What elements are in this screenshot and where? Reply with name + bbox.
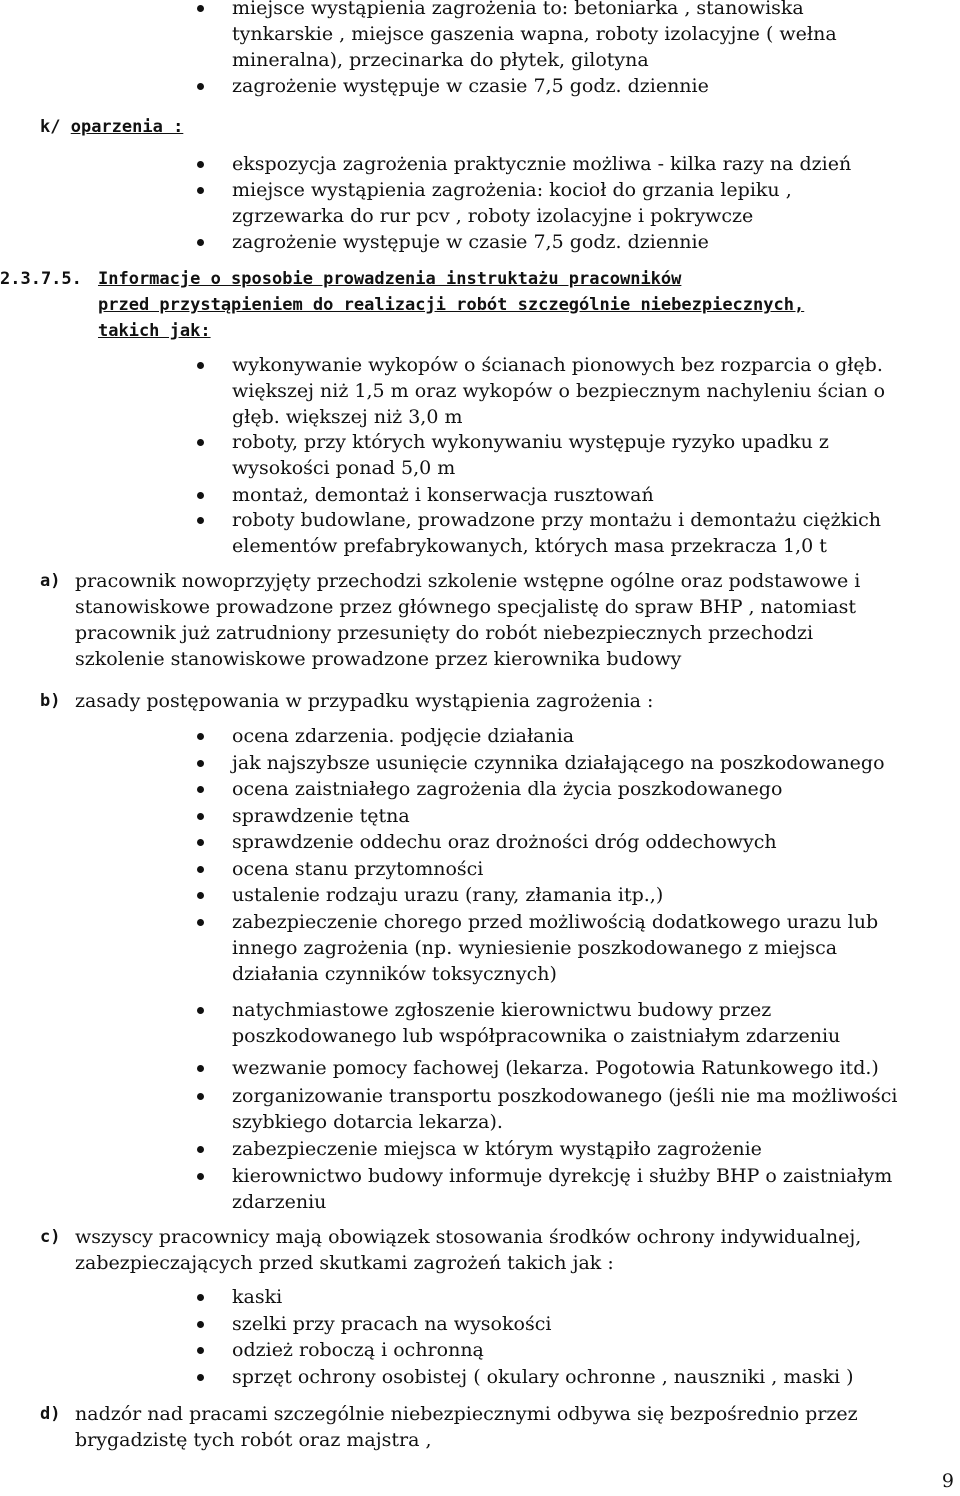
bullet-icon bbox=[197, 517, 204, 524]
bullet-icon bbox=[197, 362, 204, 369]
bullet-icon bbox=[197, 813, 204, 820]
bullet-icon bbox=[197, 1173, 204, 1180]
list-item bbox=[232, 723, 574, 749]
bullet-icon bbox=[197, 919, 204, 926]
list-item bbox=[232, 997, 840, 1049]
list-item bbox=[232, 151, 851, 177]
list-item-line: większej niż 1,5 m oraz wykopów o bezpiecznym nachyleniu ścian o bbox=[232, 380, 886, 402]
bullet-icon bbox=[197, 839, 204, 846]
list-item bbox=[232, 73, 709, 99]
bullet-icon bbox=[197, 1093, 204, 1100]
list-item-line: roboty, przy których wykonywaniu występuje ryzyko upadku z bbox=[232, 431, 829, 453]
list-item bbox=[232, 776, 782, 802]
list-item bbox=[232, 909, 878, 987]
list-item-line: szybkiego dotarcia lekarza). bbox=[232, 1111, 503, 1133]
bullet-icon bbox=[197, 5, 204, 12]
list-item-line: zagrożenie występuje w czasie 7,5 godz. dziennie bbox=[232, 75, 709, 97]
list-item-line: kaski bbox=[232, 1286, 283, 1308]
list-item bbox=[232, 803, 410, 829]
list-item-line: zdarzeniu bbox=[232, 1191, 327, 1213]
bullet-icon bbox=[197, 439, 204, 446]
list-item-line: ekspozycja zagrożenia praktycznie możliwa - kilka razy na dzień bbox=[232, 153, 852, 175]
list-item-line: zabezpieczenie miejsca w którym wystąpiło zagrożenie bbox=[232, 1138, 762, 1160]
bullet-icon bbox=[197, 1374, 204, 1381]
bullet-icon bbox=[197, 760, 204, 767]
list-item bbox=[232, 0, 837, 73]
bullet-icon bbox=[197, 866, 204, 873]
para-d-label: d) bbox=[40, 1404, 61, 1424]
bullet-icon bbox=[197, 1321, 204, 1328]
list-item-line: zgrzewarka do rur pcv , roboty izolacyjne i pokrywcze bbox=[232, 205, 754, 227]
list-item bbox=[232, 1163, 892, 1215]
list-item-line: odzież roboczą i ochronną bbox=[232, 1339, 484, 1361]
list-item bbox=[232, 1083, 898, 1135]
list-item-line: sprzęt ochrony osobistej ( okulary ochronne , nauszniki , maski ) bbox=[232, 1366, 854, 1388]
list-item bbox=[232, 829, 777, 855]
list-item bbox=[232, 1055, 879, 1081]
bullet-icon bbox=[197, 892, 204, 899]
list-item-line: miejsce wystąpienia zagrożenia: kocioł do grzania lepiku , bbox=[232, 179, 792, 201]
list-item-line: elementów prefabrykowanych, których masa przekracza 1,0 t bbox=[232, 535, 827, 557]
list-item bbox=[232, 229, 709, 255]
list-item-line: zagrożenie występuje w czasie 7,5 godz. dziennie bbox=[232, 231, 709, 253]
section-k-label: k/ oparzenia : bbox=[40, 117, 184, 137]
para-d-text bbox=[75, 1401, 858, 1453]
list-item-line: innego zagrożenia (np. wyniesienie poszkodowanego z miejsca bbox=[232, 937, 838, 959]
list-item bbox=[232, 1284, 282, 1310]
bullet-icon bbox=[197, 1347, 204, 1354]
list-item-line: sprawdzenie tętna bbox=[232, 805, 410, 827]
para-b-text: zasady postępowania w przypadku wystąpienia zagrożenia : bbox=[75, 690, 654, 712]
list-item-line: roboty budowlane, prowadzone przy montażu i demontażu ciężkich bbox=[232, 509, 882, 531]
paragraph-line: pracownik nowoprzyjęty przechodzi szkolenie wstępne ogólne oraz podstawowe i bbox=[75, 570, 861, 592]
bullet-icon bbox=[197, 187, 204, 194]
list-item-line: kierownictwo budowy informuje dyrekcję i służby BHP o zaistniałym bbox=[232, 1165, 893, 1187]
bullet-icon bbox=[197, 1007, 204, 1014]
bullet-icon bbox=[197, 786, 204, 793]
bullet-icon bbox=[197, 1146, 204, 1153]
list-item-line: sprawdzenie oddechu oraz drożności dróg oddechowych bbox=[232, 831, 777, 853]
bullet-icon bbox=[197, 161, 204, 168]
paragraph-line: szkolenie stanowiskowe prowadzone przez kierownika budowy bbox=[75, 648, 682, 670]
para-b-label: b) bbox=[40, 691, 61, 711]
list-item bbox=[232, 882, 663, 908]
bullet-icon bbox=[197, 1294, 204, 1301]
list-item bbox=[232, 856, 483, 882]
paragraph-line: wszyscy pracownicy mają obowiązek stosowania środków ochrony indywidualnej, bbox=[75, 1226, 862, 1248]
bullet-icon bbox=[197, 1065, 204, 1072]
list-item bbox=[232, 352, 885, 430]
list-item-line: ocena zaistniałego zagrożenia dla życia poszkodowanego bbox=[232, 778, 783, 800]
list-item bbox=[232, 1337, 484, 1363]
paragraph-line: zabezpieczających przed skutkami zagrożeń takich jak : bbox=[75, 1252, 614, 1274]
list-item bbox=[232, 1364, 854, 1390]
para-c-label: c) bbox=[40, 1227, 61, 1247]
paragraph-line: stanowiskowe prowadzone przez głównego specjalistę do spraw BHP , natomiast bbox=[75, 596, 857, 618]
list-item-line: ustalenie rodzaju urazu (rany, złamania itp.,) bbox=[232, 884, 664, 906]
paragraph-line: brygadzistę tych robót oraz majstra , bbox=[75, 1429, 432, 1451]
paragraph-line: pracownik już zatrudniony przesunięty do robót niebezpiecznych przechodzi bbox=[75, 622, 814, 644]
list-item-line: poszkodowanego lub współpracownika o zaistniałym zdarzeniu bbox=[232, 1025, 841, 1047]
list-item-line: zorganizowanie transportu poszkodowanego (jeśli nie ma możliwości bbox=[232, 1085, 898, 1107]
list-item-line: natychmiastowe zgłoszenie kierownictwu budowy przez bbox=[232, 999, 772, 1021]
section-heading-line3: takich jak: bbox=[98, 321, 211, 341]
list-item bbox=[232, 1136, 762, 1162]
list-item-line: zabezpieczenie chorego przed możliwością dodatkowego urazu lub bbox=[232, 911, 879, 933]
list-item-line: jak najszybsze usunięcie czynnika działającego na poszkodowanego bbox=[232, 752, 885, 774]
list-item-line: montaż, demontaż i konserwacja rusztowań bbox=[232, 484, 654, 506]
list-item bbox=[232, 482, 654, 508]
section-heading-line2: przed przystąpieniem do realizacji robót szczególnie niebezpiecznych, bbox=[98, 295, 805, 315]
list-item-line: szelki przy pracach na wysokości bbox=[232, 1313, 552, 1335]
list-item bbox=[232, 429, 829, 481]
list-item bbox=[232, 1311, 551, 1337]
list-item-line: wysokości ponad 5,0 m bbox=[232, 457, 456, 479]
paragraph-line: nadzór nad pracami szczególnie niebezpiecznymi odbywa się bezpośrednio przez bbox=[75, 1403, 858, 1425]
para-c-text bbox=[75, 1224, 861, 1276]
list-item-line: działania czynników toksycznych) bbox=[232, 963, 557, 985]
bullet-icon bbox=[197, 492, 204, 499]
list-item-line: głęb. większej niż 3,0 m bbox=[232, 406, 463, 428]
list-item-line: mineralna), przecinarka do płytek, gilotyna bbox=[232, 49, 649, 71]
para-a-label: a) bbox=[40, 571, 61, 591]
bullet-icon bbox=[197, 733, 204, 740]
para-a-text bbox=[75, 568, 860, 672]
list-item-line: ocena stanu przytomności bbox=[232, 858, 484, 880]
list-item-line: wykonywanie wykopów o ścianach pionowych bez rozparcia o głęb. bbox=[232, 354, 883, 376]
list-item-line: wezwanie pomocy fachowej (lekarza. Pogotowia Ratunkowego itd.) bbox=[232, 1057, 879, 1079]
page-number: 9 bbox=[941, 1470, 954, 1492]
bullet-icon bbox=[197, 239, 204, 246]
bullet-icon bbox=[197, 83, 204, 90]
list-item bbox=[232, 750, 885, 776]
list-item-line: miejsce wystąpienia zagrożenia to: betoniarka , stanowiska bbox=[232, 0, 804, 19]
section-heading-line1: Informacje o sposobie prowadzenia instruktażu pracowników bbox=[98, 269, 682, 289]
list-item-line: ocena zdarzenia. podjęcie działania bbox=[232, 725, 575, 747]
section-number: 2.3.7.5. bbox=[0, 269, 82, 289]
list-item bbox=[232, 177, 792, 229]
list-item bbox=[232, 507, 881, 559]
list-item-line: tynkarskie , miejsce gaszenia wapna, roboty izolacyjne ( wełna bbox=[232, 23, 837, 45]
